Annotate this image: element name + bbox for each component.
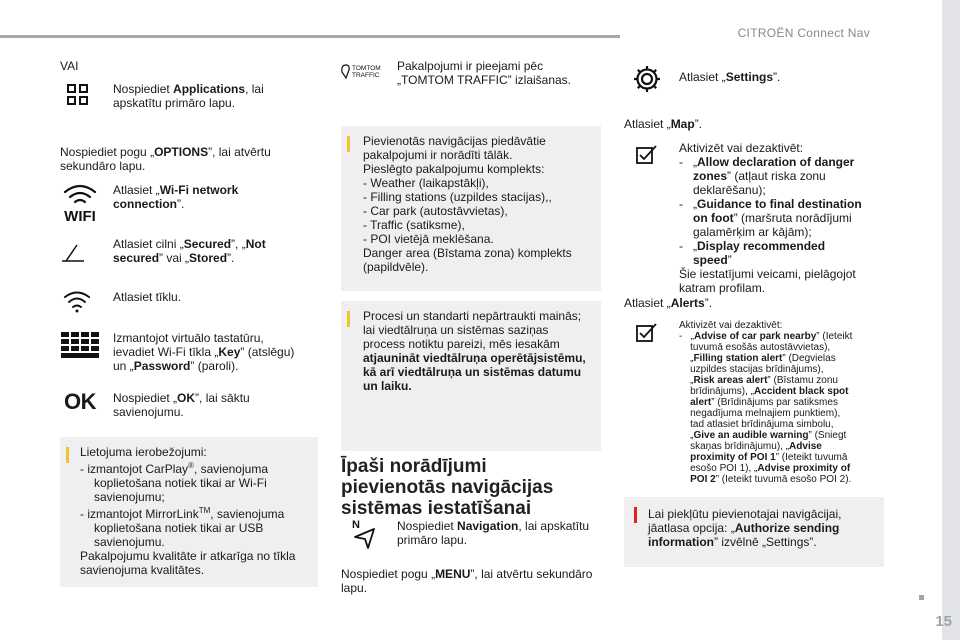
page-edge-strip	[942, 0, 960, 640]
alerts-line: - „Advise of car park nearby” (Ieteikt	[679, 331, 853, 342]
network-instruction: Atlasiet tīklu.	[113, 290, 182, 304]
svg-text:TOMTOM: TOMTOM	[352, 65, 381, 72]
page-number: 15	[935, 613, 952, 630]
alerts-line: tuvumā esošās autostāvvietas),	[679, 342, 831, 353]
wifi-icon-label: WIFI	[64, 208, 96, 223]
services-line: (papildvēle).	[363, 260, 429, 274]
map-options-text: Aktivizēt vai dezaktivēt: - „Allow declaration of danger zones” (atļaut riska zonu deklarēšanu); - „Guidance to final destination on foot” (maršruta norādījumi galamērķim ar kājām); - „Display recommended speed” Šie iestatījumi veicami, pielāgojot katram profilam.	[679, 141, 862, 295]
svg-text:TRAFFIC: TRAFFIC	[352, 72, 380, 79]
services-line: pakalpojumi ir norādīti tālāk.	[363, 148, 513, 162]
menu-instruction: Nospiediet pogu „MENU”, lai atvērtu sekundāro lapu.	[341, 567, 593, 595]
alerts-line: „Filling station alert” (Degvielas	[679, 353, 836, 364]
top-rule	[0, 35, 620, 38]
services-line: - Car park (autostāvvietas),	[363, 204, 508, 218]
smartphone-update-infobox	[341, 301, 601, 451]
keyboard-instruction: Izmantojot virtuālo tastatūru, ievadiet Wi-Fi tīkla „Key” (atslēgu) un „Password” (paroli).	[113, 331, 295, 373]
info-marker	[66, 447, 69, 463]
navigation-icon	[350, 517, 378, 551]
warning-marker	[634, 507, 637, 523]
usage-limits-text: Lietojuma ierobežojumi: - izmantojot CarPlay®, savienojuma koplietošana notiek tikai ar Wi-Fi savienojumu; - izmantojot MirrorLink™, savienojuma koplietošana notiek tikai ar USB savienojumu. Pakalpojumu kvalitāte ir atkarīga no tīkla savienojuma kvalitātes.	[80, 445, 296, 577]
connected-services-text	[363, 134, 599, 274]
wifi-network-instruction: Atlasiet „Wi-Fi network connection”.	[113, 183, 239, 211]
ok-icon: OK	[64, 389, 96, 414]
info-marker	[347, 311, 350, 327]
services-line: - Filling stations (uzpildes stacijas),,	[363, 190, 552, 204]
tomtom-traffic-icon	[340, 62, 388, 82]
alerts-line: tad atlasiet brīdinājuma simbolu,	[679, 419, 834, 430]
alerts-line: proximity of POI 1” (Ieteikt tuvumā	[690, 452, 848, 463]
alerts-line: uzpildes stacijas brīdinājums),	[679, 364, 824, 375]
page-header: CITROËN Connect Nav	[737, 26, 870, 40]
wifi-icon	[62, 183, 98, 223]
authorize-warning-text: Lai piekļūtu pievienotajai navigācijai, jāatlasa opcija: „Authorize sending information” izvēlnē „Settings”.	[648, 507, 842, 549]
alerts-line: alert” (Brīdinājums par satiksmes	[690, 397, 838, 408]
keyboard-icon	[61, 332, 99, 358]
alerts-line: „Risk areas alert” (Bīstamu zonu	[679, 375, 838, 386]
vai-text: VAI	[60, 59, 79, 73]
services-line: Pieslēgto pakalpojumu komplekts:	[363, 162, 545, 176]
services-line: Pievienotās navigācijas piedāvātie	[363, 134, 546, 148]
svg-text:N: N	[352, 519, 360, 531]
options-instruction: Nospiediet pogu „OPTIONS”, lai atvērtu sekundāro lapu.	[60, 145, 271, 173]
map-instruction: Atlasiet „Map”.	[624, 117, 703, 131]
services-line: - Traffic (satiksme),	[363, 218, 465, 232]
settings-instruction: Atlasiet „Settings”.	[679, 70, 781, 84]
usage-limits-infobox	[60, 437, 318, 587]
alerts-options-text	[679, 320, 889, 485]
services-line: Danger area (Bīstama zona) komplekts	[363, 246, 572, 260]
authorize-warning-box	[624, 497, 884, 567]
alerts-line: „Give an audible warning” (Sniegt	[679, 430, 847, 441]
alerts-line: esošo POI 1), „Advise proximity of	[679, 463, 851, 474]
ok-instruction: Nospiediet „OK”, lai sāktu savienojumu.	[113, 391, 250, 419]
applications-instruction: Nospiediet Applications, lai apskatītu primāro lapu.	[113, 82, 264, 110]
applications-grid-icon	[67, 84, 89, 106]
alerts-checkbox-icon	[636, 322, 658, 342]
map-checkbox-icon	[636, 144, 658, 164]
alerts-line: Aktivizēt vai dezaktivēt:	[679, 320, 783, 331]
section-heading: Īpaši norādījumi pievienotās navigācijas sistēmas iestatīšanai	[341, 456, 554, 519]
secured-tab-instruction: Atlasiet cilni „Secured”, „Not secured” vai „Stored”.	[113, 237, 266, 265]
connected-services-infobox	[341, 126, 601, 291]
smartphone-update-text: Procesi un standarti nepārtraukti mainās; lai viedtālruņa un sistēmas saziņas process notiktu pareizi, mēs iesakām atjaunināt viedtālruņa operētājsistēmu, kā arī viedtālruņa un sistēmas datumu un laiku.	[363, 309, 586, 393]
alerts-line: skaņas brīdinājumu), „Advise	[679, 441, 822, 452]
alerts-instruction: Atlasiet „Alerts”.	[624, 296, 713, 310]
tomtom-traffic-note: Pakalpojumi ir pieejami pēc „TOMTOM TRAFFIC” izlaišanas.	[397, 59, 572, 87]
info-marker	[347, 136, 350, 152]
navigation-instruction: Nospiediet Navigation, lai apskatītu primāro lapu.	[397, 519, 590, 547]
secured-tabs-icon	[60, 242, 86, 264]
page-marker	[919, 595, 924, 600]
alerts-line: negadījuma melnajiem punktiem),	[679, 408, 841, 419]
services-line: - POI vietējā meklēšana.	[363, 232, 494, 246]
services-line: - Weather (laikapstākļi),	[363, 176, 489, 190]
alerts-line: POI 2” (Ieteikt tuvumā esošo POI 2).	[690, 474, 852, 485]
network-wifi-icon	[63, 289, 91, 313]
alerts-line: brīdinājums), „Accident black spot	[679, 386, 849, 397]
settings-gear-icon	[632, 64, 662, 94]
